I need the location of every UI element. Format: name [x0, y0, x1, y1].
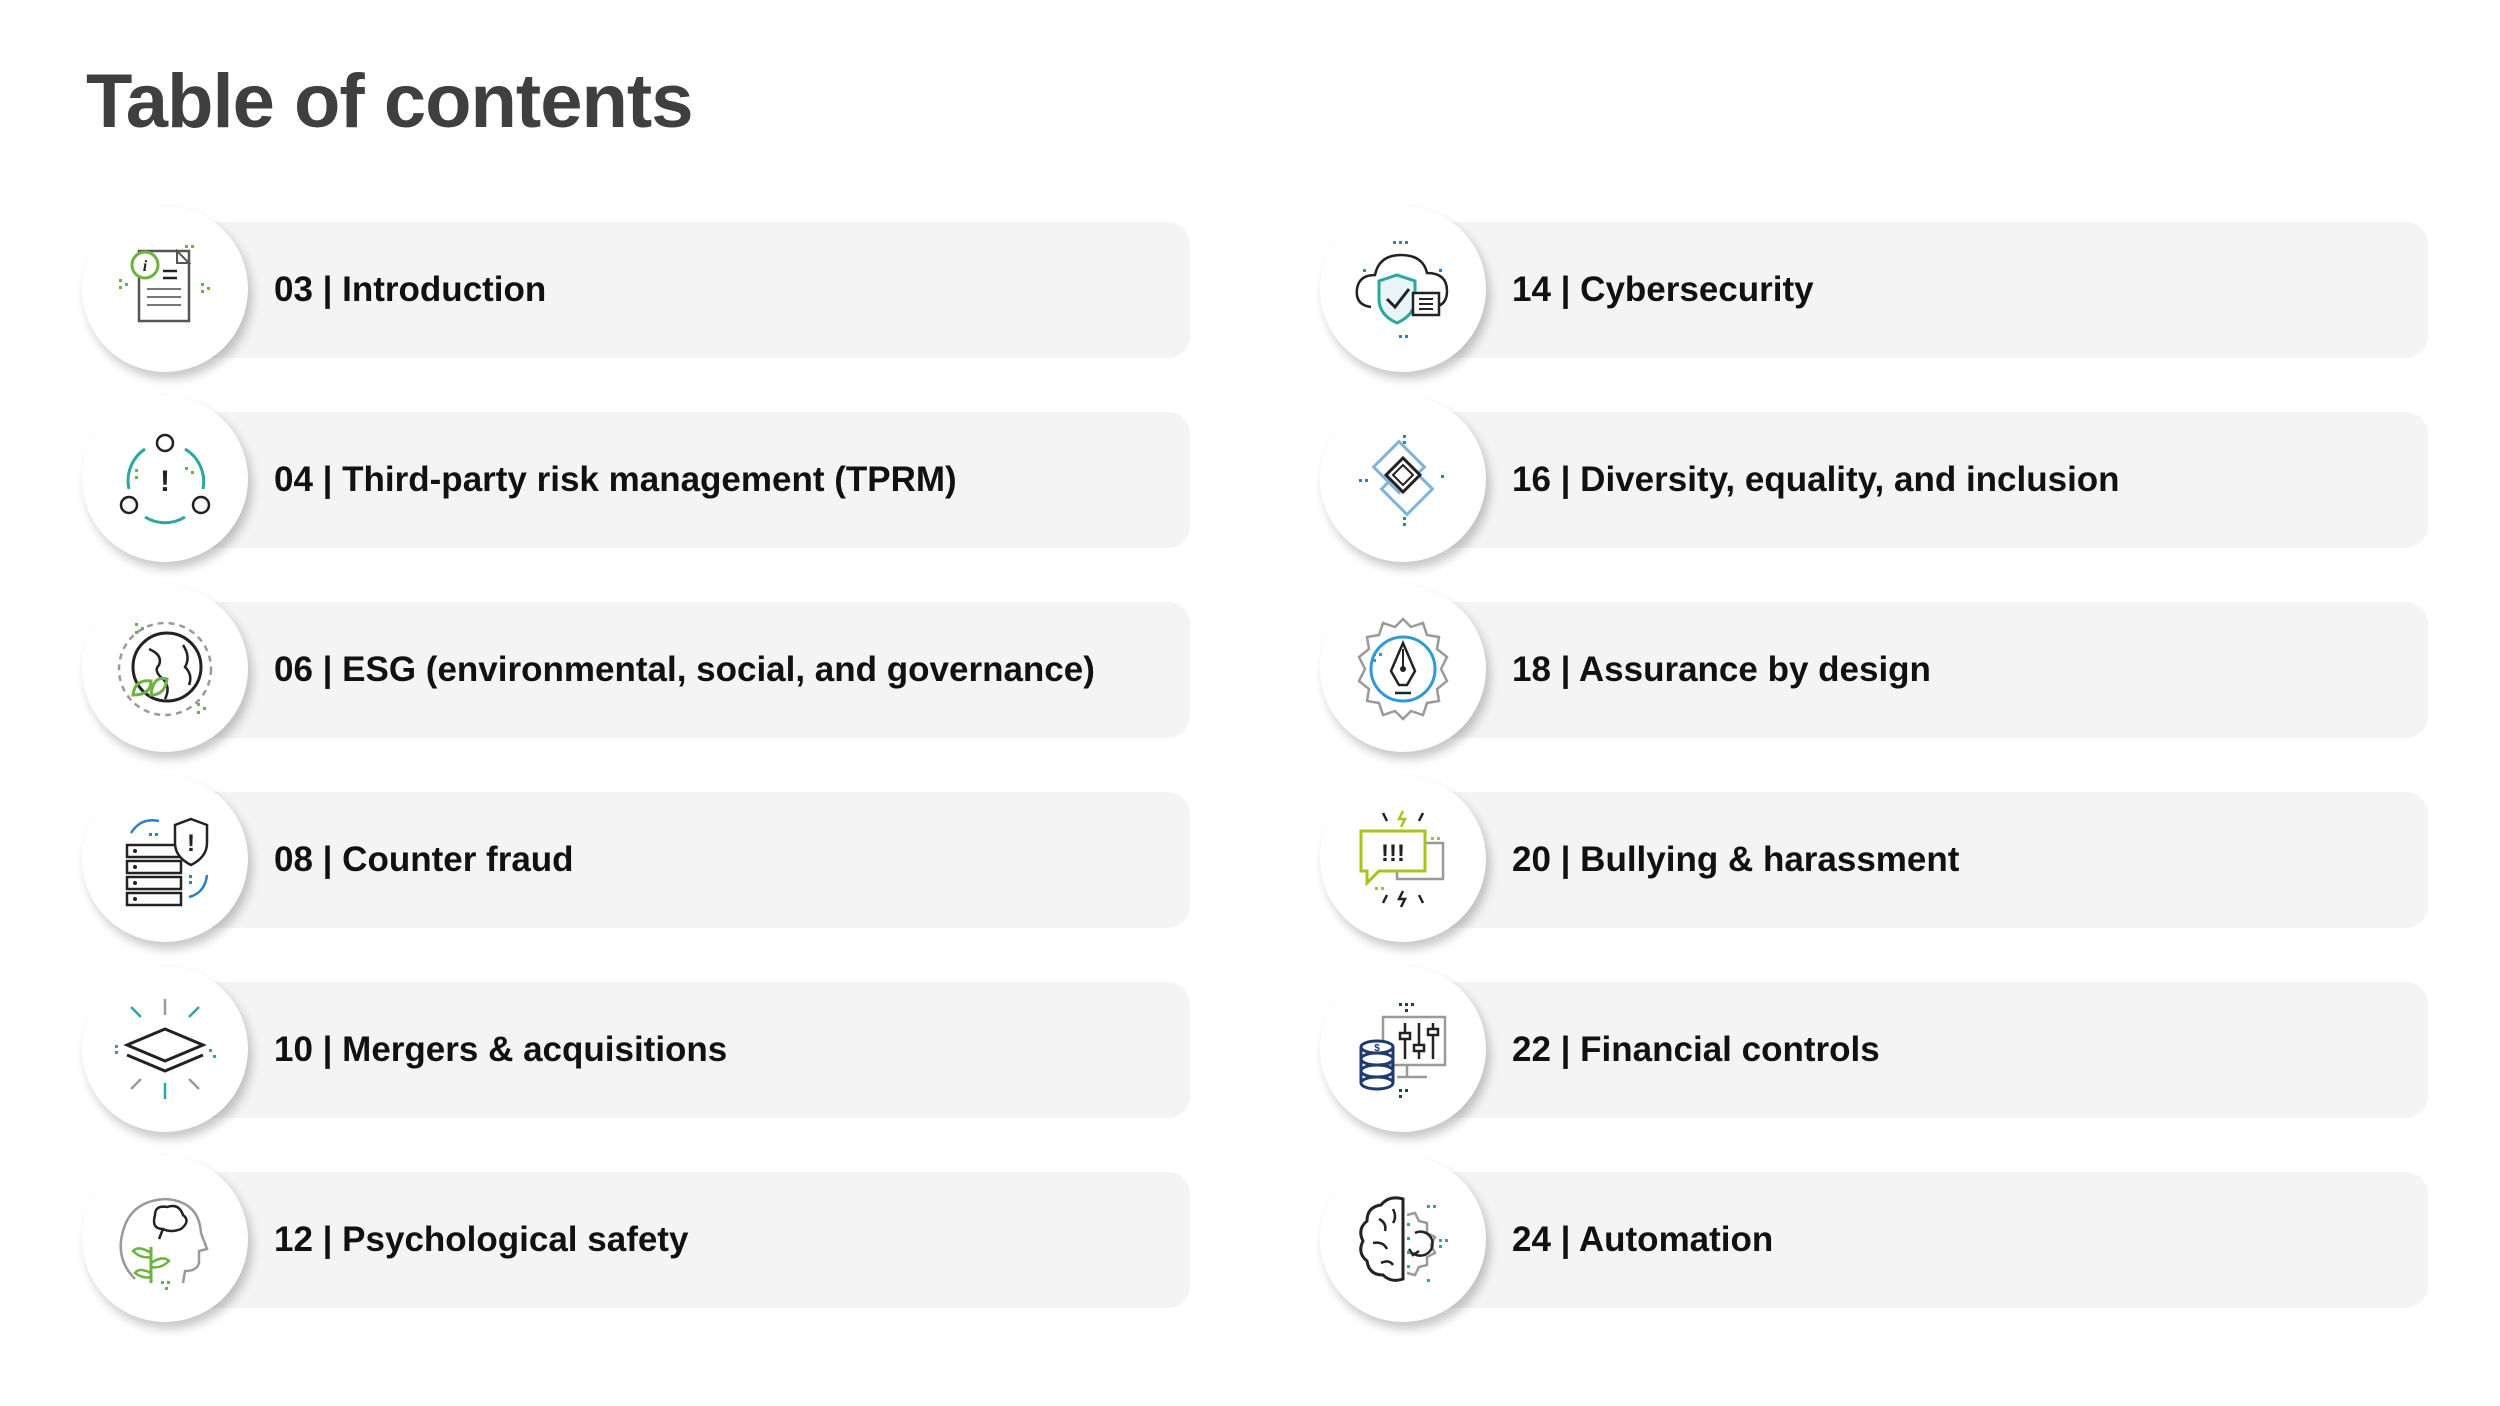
toc-item-introduction[interactable] — [80, 200, 1190, 368]
toc-item-label: 08 | Counter fraud — [274, 840, 574, 879]
fraud-shield-icon — [82, 776, 248, 942]
svg-text:!: ! — [187, 830, 195, 857]
toc-item-label: 06 | ESG (environmental, social, and governance) — [274, 650, 1095, 689]
toc-item-tprm[interactable] — [80, 390, 1190, 558]
toc-item-esg[interactable] — [80, 580, 1190, 748]
toc-item-label: 22 | Financial controls — [1512, 1030, 1880, 1069]
toc-item-label: 24 | Automation — [1512, 1220, 1774, 1259]
brain-gear-icon — [1320, 1156, 1486, 1322]
risk-cycle-icon — [82, 396, 248, 562]
cloud-shield-icon — [1320, 206, 1486, 372]
toc-item-label: 20 | Bullying & harassment — [1512, 840, 1960, 879]
svg-text:!: ! — [160, 465, 170, 498]
toc-item-label: 10 | Mergers & acquisitions — [274, 1030, 728, 1069]
toc-item-bullying[interactable] — [1318, 770, 2428, 938]
toc-right-column — [1318, 200, 2428, 1340]
gear-pen-icon — [1320, 586, 1486, 752]
svg-text:$: $ — [1374, 1043, 1380, 1054]
toc-item-mergers[interactable] — [80, 960, 1190, 1128]
globe-leaf-icon — [82, 586, 248, 752]
merge-layers-icon — [82, 966, 248, 1132]
toc-item-label: 12 | Psychological safety — [274, 1220, 689, 1259]
head-plant-icon — [82, 1156, 248, 1322]
toc-item-automation[interactable] — [1318, 1150, 2428, 1318]
document-info-icon — [82, 206, 248, 372]
toc-item-financial-controls[interactable] — [1318, 960, 2428, 1128]
toc-item-dei[interactable] — [1318, 390, 2428, 558]
svg-text:i: i — [142, 258, 148, 275]
toc-left-column — [80, 200, 1190, 1340]
speech-alert-icon — [1320, 776, 1486, 942]
toc-item-label: 16 | Diversity, equality, and inclusion — [1512, 460, 2120, 499]
toc-item-assurance[interactable] — [1318, 580, 2428, 748]
page-title: Table of contents — [86, 59, 693, 144]
toc-item-label: 04 | Third-party risk management (TPRM) — [274, 460, 957, 499]
finance-sliders-icon — [1320, 966, 1486, 1132]
interlock-icon — [1320, 396, 1486, 562]
toc-item-label: 14 | Cybersecurity — [1512, 270, 1814, 309]
toc-item-label: 18 | Assurance by design — [1512, 650, 1931, 689]
svg-text:!!!: !!! — [1381, 840, 1405, 867]
toc-item-psych-safety[interactable] — [80, 1150, 1190, 1318]
toc-item-counter-fraud[interactable] — [80, 770, 1190, 938]
toc-item-cybersecurity[interactable] — [1318, 200, 2428, 368]
toc-item-label: 03 | Introduction — [274, 270, 547, 309]
